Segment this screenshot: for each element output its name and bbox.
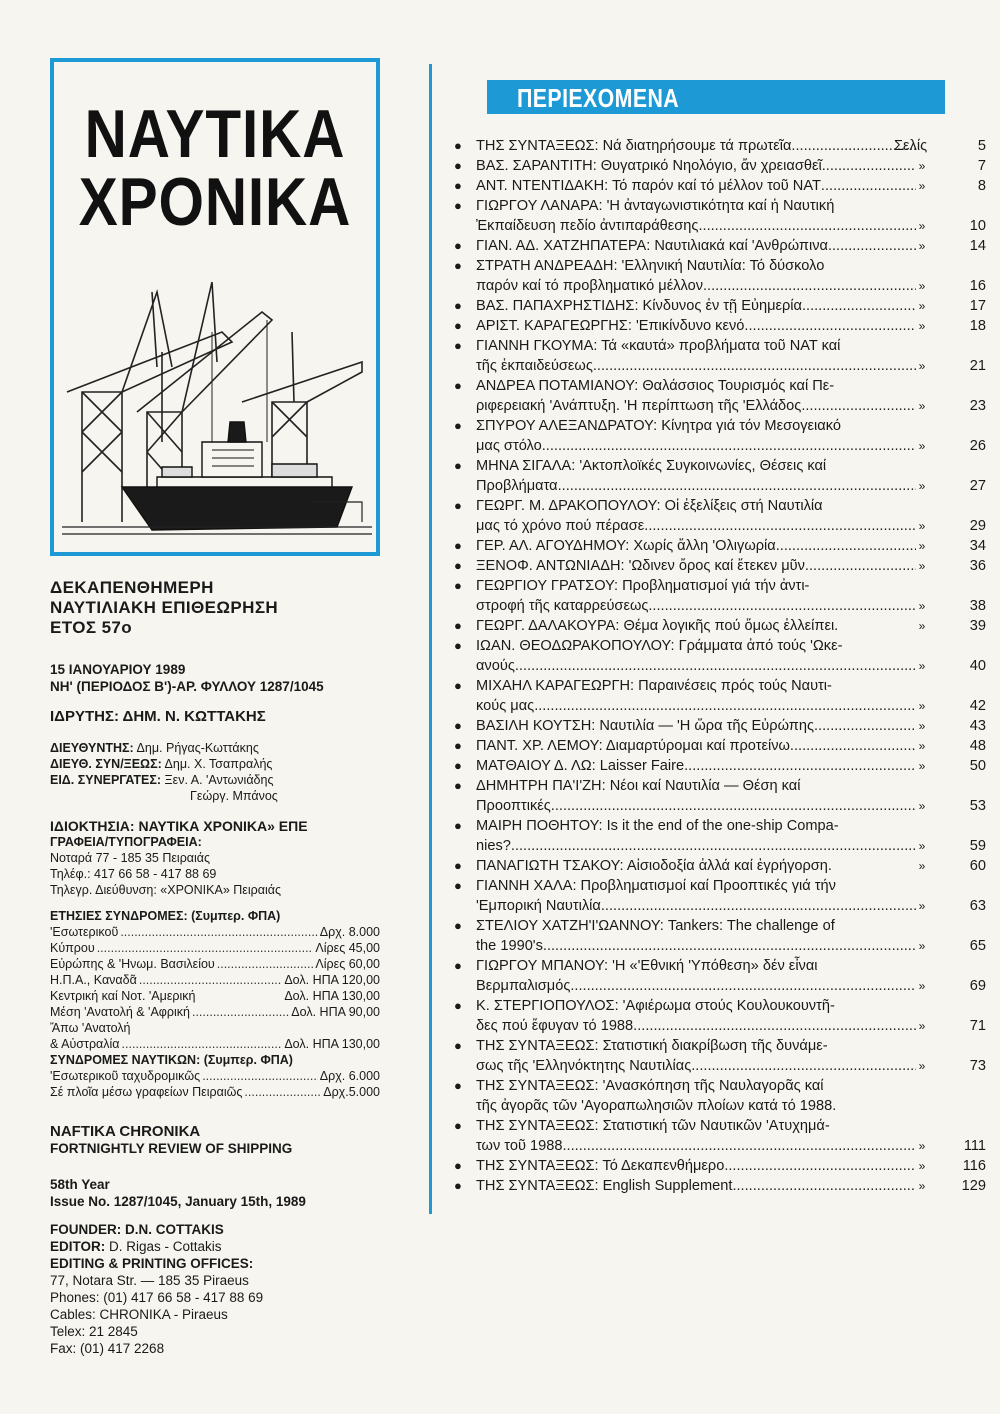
toc-entry: [452, 176, 986, 196]
cover-frame: [50, 58, 380, 556]
bullet-icon: ●: [454, 138, 462, 153]
sub-row: [50, 1036, 380, 1052]
offices-label: ΓΡΑΦΕΙΑ/ΤΥΠΟΓΡΑΦΕΙΑ:: [50, 835, 202, 849]
toc-entry-text: ΤΗΣ ΣΥΝΤΑΞΕΩΣ: English Supplement: [476, 1178, 733, 1194]
toc-entry-text: ΜΙΧΑΗΛ ΚΑΡΑΓΕΩΡΓΗ: Παραινέσεις πρός τούς Ναυτι-: [476, 678, 832, 694]
ditto-mark: »: [918, 979, 926, 993]
sub-label: Μέση 'Ανατολή & 'Αφρική: [50, 1005, 190, 1019]
toc-entry-text: ΓΙΑΝ. ΑΔ. ΧΑΤΖΗΠΑΤΕΡΑ: Ναυτιλιακά καί 'Ανθρώπινα: [476, 238, 828, 254]
issue-date: 15 ΙΑΝΟΥΑΡΙΟΥ 1989: [50, 662, 186, 677]
bullet-icon: ●: [454, 1078, 462, 1093]
toc-page-number: 39: [969, 618, 986, 634]
toc-entry: [452, 1076, 986, 1116]
toc-entry-text: στροφή τῆς καταρρεύσεως: [476, 598, 649, 614]
bullet-icon: ●: [454, 998, 462, 1013]
toc-entry: [452, 756, 986, 776]
toc-page-number: 29: [969, 518, 986, 534]
toc-entry-text: μας τό χρόνο πού πέρασε: [476, 518, 645, 534]
toc-page-number: 60: [969, 858, 986, 874]
toc-entry-text: ριφερειακή 'Ανάπτυξη. 'Η περίπτωση τῆς 'Ελλάδος: [476, 398, 802, 414]
toc-entry-text: the 1990's: [476, 938, 543, 954]
toc-page-number: 7: [977, 158, 986, 174]
toc-entry-text: ΑΝΔΡΕΑ ΠΟΤΑΜΙΑΝΟΥ: Θαλάσσιος Τουρισμός καί Πε-: [476, 378, 835, 394]
toc-entry-text: 'Εμπορική Ναυτιλία: [476, 898, 601, 914]
toc-entry: [452, 256, 986, 296]
toc-entry-text: ΤΗΣ ΣΥΝΤΑΞΕΩΣ: Στατιστική τῶν Ναυτικῶν 'Ατυχημά-: [476, 1118, 830, 1134]
telex-en: Telex: 21 2845: [50, 1324, 138, 1339]
toc-entry-text: ΓΙΑΝΝΗ ΓΚΟΥΜΑ: Τά «καυτά» προβλήματα τοῦ ΝΑΤ καί: [476, 338, 841, 354]
bullet-icon: ●: [454, 378, 462, 393]
bullet-icon: ●: [454, 418, 462, 433]
director-label: ΔΙΕΥΘΥΝΤΗΣ:: [50, 741, 134, 755]
masthead-line-1: ΝΑΥΤΙΚΑ: [84, 96, 346, 172]
ditto-mark: »: [918, 759, 926, 773]
toc-entry: [452, 676, 986, 716]
bullet-icon: ●: [454, 638, 462, 653]
ditto-mark: »: [918, 239, 926, 253]
toc-page-number: 69: [969, 978, 986, 994]
toc-entry-text: μας στόλο: [476, 438, 542, 454]
bullet-icon: ●: [454, 338, 462, 353]
toc-entry-text: ΣΠΥΡΟΥ ΑΛΕΞΑΝΔΡΑΤΟΥ: Κίνητρα γιά τόν Μεσογειακό: [476, 418, 841, 434]
toc-entry-text: ΣΤΕΛΙΟΥ ΧΑΤΖΗ'Ι'ΩΑΝΝΟΥ: Tankers: The challenge of: [476, 918, 835, 934]
cables-en: Cables: CHRONIKA - Piraeus: [50, 1307, 228, 1322]
collab-name-2: Γεώργ. Μπάνος: [190, 789, 278, 803]
bullet-icon: ●: [454, 738, 462, 753]
ditto-mark: »: [918, 839, 926, 853]
toc-entry-text: ΜΑΙΡΗ ΠΟΘΗΤΟΥ: Is it the end of the one-ship Compa-: [476, 818, 839, 834]
toc-page-number: 21: [969, 358, 986, 374]
toc-entry: [452, 336, 986, 376]
sub-row: [50, 972, 380, 988]
toc-entry-text: ΒΑΣ. ΣΑΡΑΝΤΙΤΗ: Θυγατρικό Νηολόγιο, ἄν χρειασθεῖ: [476, 158, 822, 174]
toc-entry: [452, 736, 986, 756]
toc-entry-text: ΑΡΙΣΤ. ΚΑΡΑΓΕΩΡΓΗΣ: 'Επικίνδυνο κενό: [476, 318, 745, 334]
sub-price: Δρχ.5.000: [323, 1085, 380, 1099]
toc-entry: [452, 996, 986, 1036]
toc-page-number: 36: [969, 558, 986, 574]
sub-row: [50, 1084, 380, 1100]
bullet-icon: ●: [454, 678, 462, 693]
toc-page-number: 50: [969, 758, 986, 774]
toc-entry-text: ΤΗΣ ΣΥΝΤΑΞΕΩΣ: Νά διατηρήσουμε τά πρωτεῖα: [476, 138, 792, 154]
toc-page-number: 10: [969, 218, 986, 234]
toc-entry-text: ΠΑΝΤ. ΧΡ. ΛΕΜΟΥ: Διαμαρτύρομαι καί προτείνω: [476, 738, 790, 754]
toc-entry-text: ανούς: [476, 658, 515, 674]
toc-entry-text: τῆς ἐκπαιδεύσεως: [476, 358, 593, 374]
toc-entry: [452, 856, 986, 876]
phone-gr: Τηλέφ.: 417 66 58 - 417 88 69: [50, 867, 217, 881]
sub-price: Λίρες 60,00: [315, 957, 380, 971]
toc-page-number: 43: [969, 718, 986, 734]
toc-entry: [452, 616, 986, 636]
sub-price: Δρχ. 8.000: [319, 925, 380, 939]
toc-entry-text: ΜΑΤΘΑΙΟΥ Δ. ΛΩ: Laisser Faire: [476, 758, 685, 774]
director-name: Δημ. Ρήγας-Κωττάκης: [136, 741, 259, 755]
ditto-mark: »: [918, 619, 926, 633]
sub-price: Λίρες 45,00: [315, 941, 380, 955]
bullet-icon: ●: [454, 1038, 462, 1053]
ditto-mark: »: [918, 439, 926, 453]
sub-label: 'Εσωτερικοῦ: [50, 925, 119, 939]
harbour-cranes-ship-illustration: [62, 272, 372, 542]
toc-entry-text: ΓΕΩΡΓ. Μ. ΔΡΑΚΟΠΟΥΛΟΥ: Οἱ ἐξελίξεις στή Ναυτιλία: [476, 498, 823, 514]
toc-entry: [452, 456, 986, 496]
toc-entry-text: ΠΑΝΑΓΙΩΤΗ ΤΣΑΚΟΥ: Αἰσιοδοξία ἀλλά καί ἐγρήγορση.: [476, 858, 832, 874]
subscriptions: [50, 908, 380, 1100]
bullet-icon: ●: [454, 558, 462, 573]
contents-heading: ΠΕΡΙΕΧΟΜΕΝΑ: [517, 83, 680, 113]
phones-en: Phones: (01) 417 66 58 - 417 88 69: [50, 1290, 264, 1305]
ditto-mark: »: [918, 479, 926, 493]
bullet-icon: ●: [454, 538, 462, 553]
ditto-mark: »: [918, 659, 926, 673]
toc-entry-text: ΓΕΩΡΓ. ΔΑΛΑΚΟΥΡΑ: Θέμα λογικῆς πού ὅμως ἐλλείπει.: [476, 618, 839, 634]
bullet-icon: ●: [454, 1118, 462, 1133]
bullet-icon: ●: [454, 758, 462, 773]
sub-label: 'Εσωτερικοῦ ταχυδρομικῶς: [50, 1069, 201, 1083]
ditto-mark: »: [918, 359, 926, 373]
toc-page-number: 38: [969, 598, 986, 614]
ditto-mark: »: [918, 739, 926, 753]
toc-page-number: 17: [969, 298, 986, 314]
column-divider: [429, 64, 432, 1214]
toc-entry-text: ΒΑΣ. ΠΑΠΑΧΡΗΣΤΙΔΗΣ: Κίνδυνος ἐν τῇ Εὐημερία: [476, 298, 802, 314]
toc-page-number: 53: [969, 798, 986, 814]
fax-en: Fax: (01) 417 2268: [50, 1341, 165, 1356]
founder-gr: ΙΔΡΥΤΗΣ: ΔΗΜ. Ν. ΚΩΤΤΑΚΗΣ: [50, 708, 266, 725]
toc-page-number: 23: [969, 398, 986, 414]
ditto-mark: »: [918, 1159, 926, 1173]
toc-page-number: 63: [969, 898, 986, 914]
toc-entry: [452, 196, 986, 236]
pages-label: Σελίς: [894, 138, 928, 154]
toc-page-number: 27: [969, 478, 986, 494]
bullet-icon: ●: [454, 258, 462, 273]
sub-label: Σέ πλοῖα μέσω γραφείων Πειραιῶς: [50, 1085, 243, 1099]
toc-entry: [452, 1116, 986, 1156]
toc-entry-text: ΓΙΑΝΝΗ ΧΑΛΑ: Προβληματισμοί καί Προοπτικές γιά τήν: [476, 878, 836, 894]
toc-page-number: 40: [969, 658, 986, 674]
toc-entry: [452, 556, 986, 576]
toc-page-number: 116: [962, 1158, 986, 1174]
toc-entry-text: των τοῦ 1988: [476, 1138, 563, 1154]
subscriptions-heading: ΕΤΗΣΙΕΣ ΣΥΝΔΡΟΜΕΣ: (Συμπερ. ΦΠΑ): [50, 909, 281, 923]
toc-entry-text: ΑΝΤ. ΝΤΕΝΤΙΔΑΚΗ: Τό παρόν καί τό μέλλον τοῦ ΝΑΤ: [476, 178, 821, 194]
toc-page-number: 59: [969, 838, 986, 854]
ditto-mark: »: [918, 859, 926, 873]
sub-price: Δολ. ΗΠΑ 90,00: [291, 1005, 380, 1019]
toc-entry-text: σως τῆς 'Ελληνόκτητης Ναυτιλίας: [476, 1058, 692, 1074]
toc-entry-text: δες πού ἔφυγαν τό 1988: [476, 1018, 634, 1034]
toc-page-number: 14: [969, 238, 986, 254]
toc-entry-text: ΜΗΝΑ ΣΙΓΑΛΑ: 'Ακτοπλοϊκές Συγκοινωνίες, Θέσεις καί: [476, 458, 827, 474]
table-of-contents: [452, 136, 986, 1196]
sub-label: & Αὐστραλία: [50, 1037, 120, 1051]
bullet-icon: ●: [454, 958, 462, 973]
founder-en: FOUNDER: D.N. COTTAKIS: [50, 1222, 224, 1237]
toc-entry-text: ΔΗΜΗΤΡΗ ΠΑ'Ι'ΖΗ: Νέοι καί Ναυτιλία — Θέση καί: [476, 778, 801, 794]
naut-subs-heading: ΣΥΝΔΡΟΜΕΣ ΝΑΥΤΙΚΩΝ: (Συμπερ. ΦΠΑ): [50, 1053, 293, 1067]
bullet-icon: ●: [454, 1178, 462, 1193]
sub-row: [50, 940, 380, 956]
masthead: [77, 96, 354, 240]
ditto-mark: »: [918, 1019, 926, 1033]
sub-row: [50, 956, 380, 972]
sub-row: [50, 1068, 380, 1084]
ditto-mark: »: [918, 219, 926, 233]
toc-entry-text: ΓΕΡ. ΑΛ. ΑΓΟΥΔΗΜΟΥ: Χωρίς ἄλλη 'Ολιγωρία: [476, 538, 776, 554]
toc-entry-text: Κ. ΣΤΕΡΓΙΟΠΟΥΛΟΣ: 'Αφιέρωμα στούς Κουλουκουντῆ-: [476, 998, 835, 1014]
toc-entry-text: ΤΗΣ ΣΥΝΤΑΞΕΩΣ: Τό Δεκαπενθήμερο: [476, 1158, 725, 1174]
bullet-icon: ●: [454, 918, 462, 933]
toc-page-number: 42: [969, 698, 986, 714]
bullet-icon: ●: [454, 778, 462, 793]
masthead-line-2: ΧΡΟΝΙΚΑ: [78, 164, 352, 240]
ditto-mark: »: [918, 799, 926, 813]
ditto-mark: »: [918, 559, 926, 573]
toc-page-number: 48: [969, 738, 986, 754]
editor-label: ΔΙΕΥΘ. ΣΥΝ/ΞΕΩΣ:: [50, 757, 162, 771]
toc-entry-text: ΤΗΣ ΣΥΝΤΑΞΕΩΣ: 'Ανασκόπηση τῆς Ναυλαγορᾶς καί: [476, 1078, 824, 1094]
toc-entry-text: παρόν καί τό προβληματικό μέλλον: [476, 278, 703, 294]
issue-number: ΝΗ' (ΠΕΡΙΟΔΟΣ Β')-ΑΡ. ΦΥΛΛΟΥ 1287/1045: [50, 679, 324, 694]
bullet-icon: ●: [454, 178, 462, 193]
toc-entry-text: nies?: [476, 838, 511, 854]
subtitle-line-1: ΔΕΚΑΠΕΝΘΗΜΕΡΗ: [50, 578, 214, 597]
toc-entry-text: ΙΩΑΝ. ΘΕΟΔΩΡΑΚΟΠΟΥΛΟΥ: Γράμματα ἀπό τούς 'Ωκε-: [476, 638, 843, 654]
toc-entry: [452, 816, 986, 856]
sub-price: Δολ. ΗΠΑ 130,00: [284, 1037, 380, 1051]
toc-entry: [452, 236, 986, 256]
bullet-icon: ●: [454, 318, 462, 333]
bullet-icon: ●: [454, 238, 462, 253]
sub-row: [50, 924, 380, 940]
toc-entry-text: ΣΤΡΑΤΗ ΑΝΔΡΕΑΔΗ: 'Ελληνική Ναυτιλία: Τό δύσκολο: [476, 258, 825, 274]
toc-page-number: 71: [969, 1018, 986, 1034]
toc-entry: [452, 496, 986, 536]
toc-entry: [452, 1156, 986, 1176]
ditto-mark: »: [918, 1139, 926, 1153]
toc-page-number: 16: [969, 278, 986, 294]
ditto-mark: »: [918, 539, 926, 553]
subtitle-en: FORTNIGHTLY REVIEW OF SHIPPING: [50, 1141, 293, 1156]
sub-price: Δολ. ΗΠΑ 120,00: [284, 973, 380, 987]
ditto-mark: »: [918, 1179, 926, 1193]
telegram-gr: Τηλεγρ. Διεύθυνση: «ΧΡΟΝΙΚΑ» Πειραιάς: [50, 883, 281, 897]
bullet-icon: ●: [454, 1158, 462, 1173]
ditto-mark: »: [918, 719, 926, 733]
toc-page-number: 73: [969, 1058, 986, 1074]
toc-entry: [452, 576, 986, 616]
ditto-mark: »: [918, 939, 926, 953]
ditto-mark: »: [918, 599, 926, 613]
ditto-mark: »: [918, 399, 926, 413]
sub-row: [50, 988, 380, 1004]
sub-price: Δρχ. 6.000: [319, 1069, 380, 1083]
subtitle-line-2: ΝΑΥΤΙΛΙΑΚΗ ΕΠΙΘΕΩΡΗΣΗ: [50, 598, 279, 617]
bullet-icon: ●: [454, 578, 462, 593]
toc-entry-text: Προοπτικές: [476, 798, 551, 814]
editor-en: D. Rigas - Cottakis: [109, 1239, 222, 1254]
toc-entry: [452, 1036, 986, 1076]
bullet-icon: ●: [454, 858, 462, 873]
toc-entry-text: ΓΕΩΡΓΙΟΥ ΓΡΑΤΣΟΥ: Προβληματισμοί γιά τήν ἀντι-: [476, 578, 810, 594]
editor-en-label: EDITOR:: [50, 1239, 106, 1254]
toc-entry: [452, 536, 986, 556]
sub-row: [50, 1004, 380, 1020]
bullet-icon: ●: [454, 878, 462, 893]
toc-entry-text: ΤΗΣ ΣΥΝΤΑΞΕΩΣ: Στατιστική διακρίβωση τῆς δυνάμε-: [476, 1038, 828, 1054]
toc-page-number: 26: [969, 438, 986, 454]
collab-name-1: Ξεν. Α. 'Αντωνιάδης: [164, 773, 274, 787]
toc-entry: [452, 416, 986, 456]
toc-entry-text: Ἐκπαίδευση πεδίο ἀντιπαράθεσης: [476, 218, 699, 234]
year-en: 58th Year: [50, 1177, 110, 1192]
toc-entry: [452, 716, 986, 736]
bullet-icon: ●: [454, 458, 462, 473]
bullet-icon: ●: [454, 718, 462, 733]
address-en: 77, Notara Str. — 185 35 Piraeus: [50, 1273, 249, 1288]
toc-entry-text: Βερμπαλισμός: [476, 978, 571, 994]
toc-entry: [452, 296, 986, 316]
toc-entry-text: τῆς ἀγορᾶς τῶν 'Αγοραπωλησιῶν πλοίων κατά τό 1988.: [476, 1098, 837, 1114]
bullet-icon: ●: [454, 158, 462, 173]
sub-label: Η.Π.Α., Καναδᾶ: [50, 973, 137, 987]
toc-entry-text: ΞΕΝΟΦ. ΑΝΤΩΝΙΑΔΗ: 'Ωδινεν ὄρος καί ἔτεκεν μῦν: [476, 558, 805, 574]
toc-entry-text: ΒΑΣΙΛΗ ΚΟΥΤΣΗ: Ναυτιλία — 'Η ὥρα τῆς Εὐρώπης: [476, 718, 814, 734]
toc-page-number: 129: [961, 1178, 986, 1194]
toc-page-number: 65: [969, 938, 986, 954]
toc-entry-text: κούς μας: [476, 698, 535, 714]
toc-entry: [452, 916, 986, 956]
sub-label: Κύπρου: [50, 941, 95, 955]
ditto-mark: »: [918, 179, 926, 193]
address-gr: Νοταρά 77 - 185 35 Πειραιάς: [50, 851, 211, 865]
contents-banner: [487, 80, 945, 114]
toc-entry-text: ΓΙΩΡΓΟΥ ΜΠΑΝΟΥ: 'Η «'Εθνική 'Υπόθεση» δέν εἶναι: [476, 958, 818, 974]
bullet-icon: ●: [454, 498, 462, 513]
bullet-icon: ●: [454, 618, 462, 633]
toc-page-number: 111: [963, 1138, 986, 1154]
toc-entry: [452, 876, 986, 916]
toc-entry: [452, 136, 986, 156]
toc-entry: [452, 156, 986, 176]
toc-entry: [452, 776, 986, 816]
toc-entry: [452, 956, 986, 996]
ditto-mark: »: [918, 699, 926, 713]
owner: ΙΔΙΟΚΤΗΣΙΑ: ΝΑΥΤΙΚΑ ΧΡΟΝΙΚΑ» ΕΠΕ: [50, 818, 308, 834]
toc-entry: [452, 636, 986, 676]
ditto-mark: »: [918, 279, 926, 293]
sub-label: Εὐρώπης & 'Ηνωμ. Βασιλείου: [50, 957, 215, 971]
year-label: ΕΤΟΣ 57ο: [50, 618, 133, 637]
toc-entry: [452, 1176, 986, 1196]
collab-label: ΕΙΔ. ΣΥΝΕΡΓΑΤΕΣ:: [50, 773, 162, 787]
toc-entry-text: ΓΙΩΡΓΟΥ ΛΑΝΑΡΑ: 'Η ἀνταγωνιστικότητα καί ἡ Ναυτική: [476, 198, 835, 214]
toc-page-number: 5: [977, 138, 986, 154]
bullet-icon: ●: [454, 198, 462, 213]
ditto-mark: »: [918, 1059, 926, 1073]
ditto-mark: »: [918, 519, 926, 533]
far-east-label: Ἄπω 'Ανατολή: [50, 1021, 131, 1035]
toc-page-number: 34: [969, 538, 986, 554]
title-en: NAFTIKA CHRONIKA: [50, 1123, 201, 1140]
toc-entry: [452, 316, 986, 336]
ditto-mark: »: [918, 319, 926, 333]
bullet-icon: ●: [454, 298, 462, 313]
offices-en: EDITING & PRINTING OFFICES:: [50, 1256, 254, 1271]
ditto-mark: »: [918, 159, 926, 173]
ditto-mark: »: [918, 899, 926, 913]
issue-en: Issue No. 1287/1045, January 15th, 1989: [50, 1194, 306, 1209]
toc-page-number: 8: [977, 178, 986, 194]
ditto-mark: »: [918, 299, 926, 313]
editor-name: Δημ. Χ. Τσαπραλής: [164, 757, 273, 771]
toc-entry: [452, 376, 986, 416]
bullet-icon: ●: [454, 818, 462, 833]
sub-label: Κεντρική καί Νοτ. 'Αμερική: [50, 989, 196, 1003]
toc-page-number: 18: [969, 318, 986, 334]
sub-price: Δολ. ΗΠΑ 130,00: [284, 989, 380, 1003]
toc-entry-text: Προβλήματα: [476, 478, 558, 494]
